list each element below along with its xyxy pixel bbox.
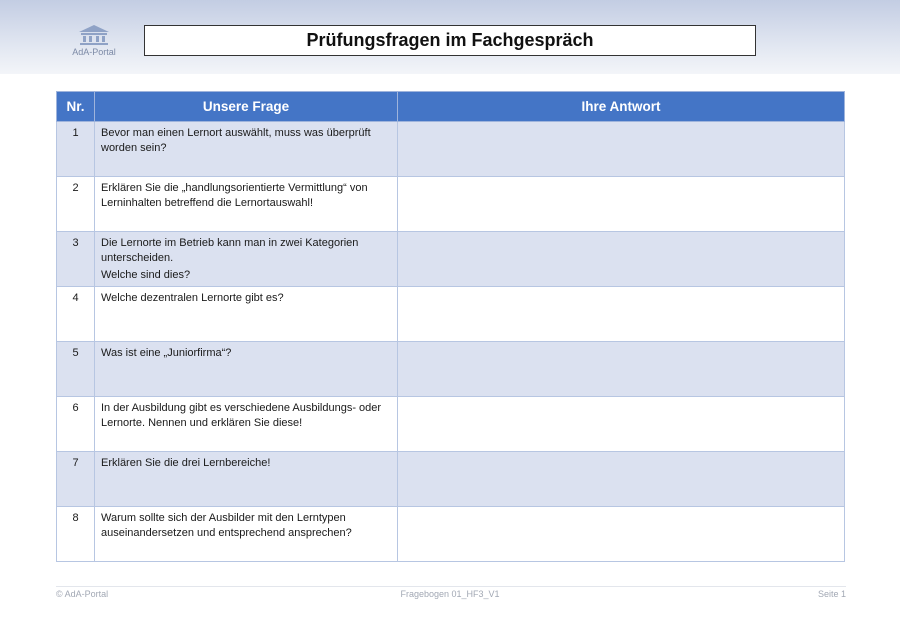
table-row (57, 287, 845, 342)
row-number: 8 (57, 507, 95, 562)
table-header-row (57, 92, 845, 122)
footer-copyright: © AdA-Portal (56, 589, 109, 599)
question-cell (95, 452, 398, 507)
answer-cell[interactable] (398, 287, 845, 342)
question-cell (95, 342, 398, 397)
question-text: Erklären Sie die „handlungsorientierte Vermittlung“ von Lerninhalten betreffend die Lernortauswahl! (101, 182, 368, 209)
question-text: Die Lernorte im Betrieb kann man in zwei Kategorien unterscheiden. (101, 237, 359, 264)
answer-cell[interactable] (398, 397, 845, 452)
table-row (57, 507, 845, 562)
question-cell (95, 177, 398, 232)
table-row (57, 452, 845, 507)
answer-cell[interactable] (398, 452, 845, 507)
question-cell (95, 397, 398, 452)
row-number: 4 (57, 287, 95, 342)
question-text: Erklären Sie die drei Lernbereiche! (101, 457, 271, 469)
column-header-question: Unsere Frage (95, 92, 398, 122)
column-header-answer: Ihre Antwort (398, 92, 845, 122)
table-row (57, 342, 845, 397)
question-cell (95, 507, 398, 562)
table-row (57, 232, 845, 287)
answer-cell[interactable] (398, 232, 845, 287)
building-icon (76, 24, 112, 46)
table-row (57, 122, 845, 177)
row-number: 6 (57, 397, 95, 452)
footer-document-id: Fragebogen 01_HF3_V1 (400, 589, 500, 599)
footer-divider (56, 586, 846, 587)
answer-cell[interactable] (398, 507, 845, 562)
question-table (56, 91, 845, 562)
row-number: 5 (57, 342, 95, 397)
answer-cell[interactable] (398, 177, 845, 232)
question-text: Bevor man einen Lernort auswählt, muss was überprüft worden sein? (101, 127, 371, 154)
question-text: Warum sollte sich der Ausbilder mit den Lerntypen auseinandersetzen und entsprechend ansprechen? (101, 512, 352, 539)
title-box (144, 25, 756, 56)
question-text: Welche dezentralen Lernorte gibt es? (101, 292, 284, 304)
answer-cell[interactable] (398, 122, 845, 177)
column-header-nr: Nr. (57, 92, 95, 122)
footer-page-number: Seite 1 (817, 589, 846, 599)
question-cell (95, 287, 398, 342)
answer-cell[interactable] (398, 342, 845, 397)
logo-text: AdA-Portal (72, 47, 116, 57)
table-row (57, 177, 845, 232)
row-number: 3 (57, 232, 95, 287)
question-text: Was ist eine „Juniorfirma“? (101, 347, 232, 359)
question-text: In der Ausbildung gibt es verschiedene Ausbildungs- oder Lernorte. Nennen und erklären Sie diese! (101, 402, 382, 429)
question-cell (95, 232, 398, 287)
page-title: Prüfungsfragen im Fachgespräch (306, 30, 594, 50)
question-cell (95, 122, 398, 177)
question-text: Welche sind dies? (101, 269, 191, 281)
table-row (57, 397, 845, 452)
logo (66, 24, 122, 57)
row-number: 1 (57, 122, 95, 177)
row-number: 7 (57, 452, 95, 507)
row-number: 2 (57, 177, 95, 232)
